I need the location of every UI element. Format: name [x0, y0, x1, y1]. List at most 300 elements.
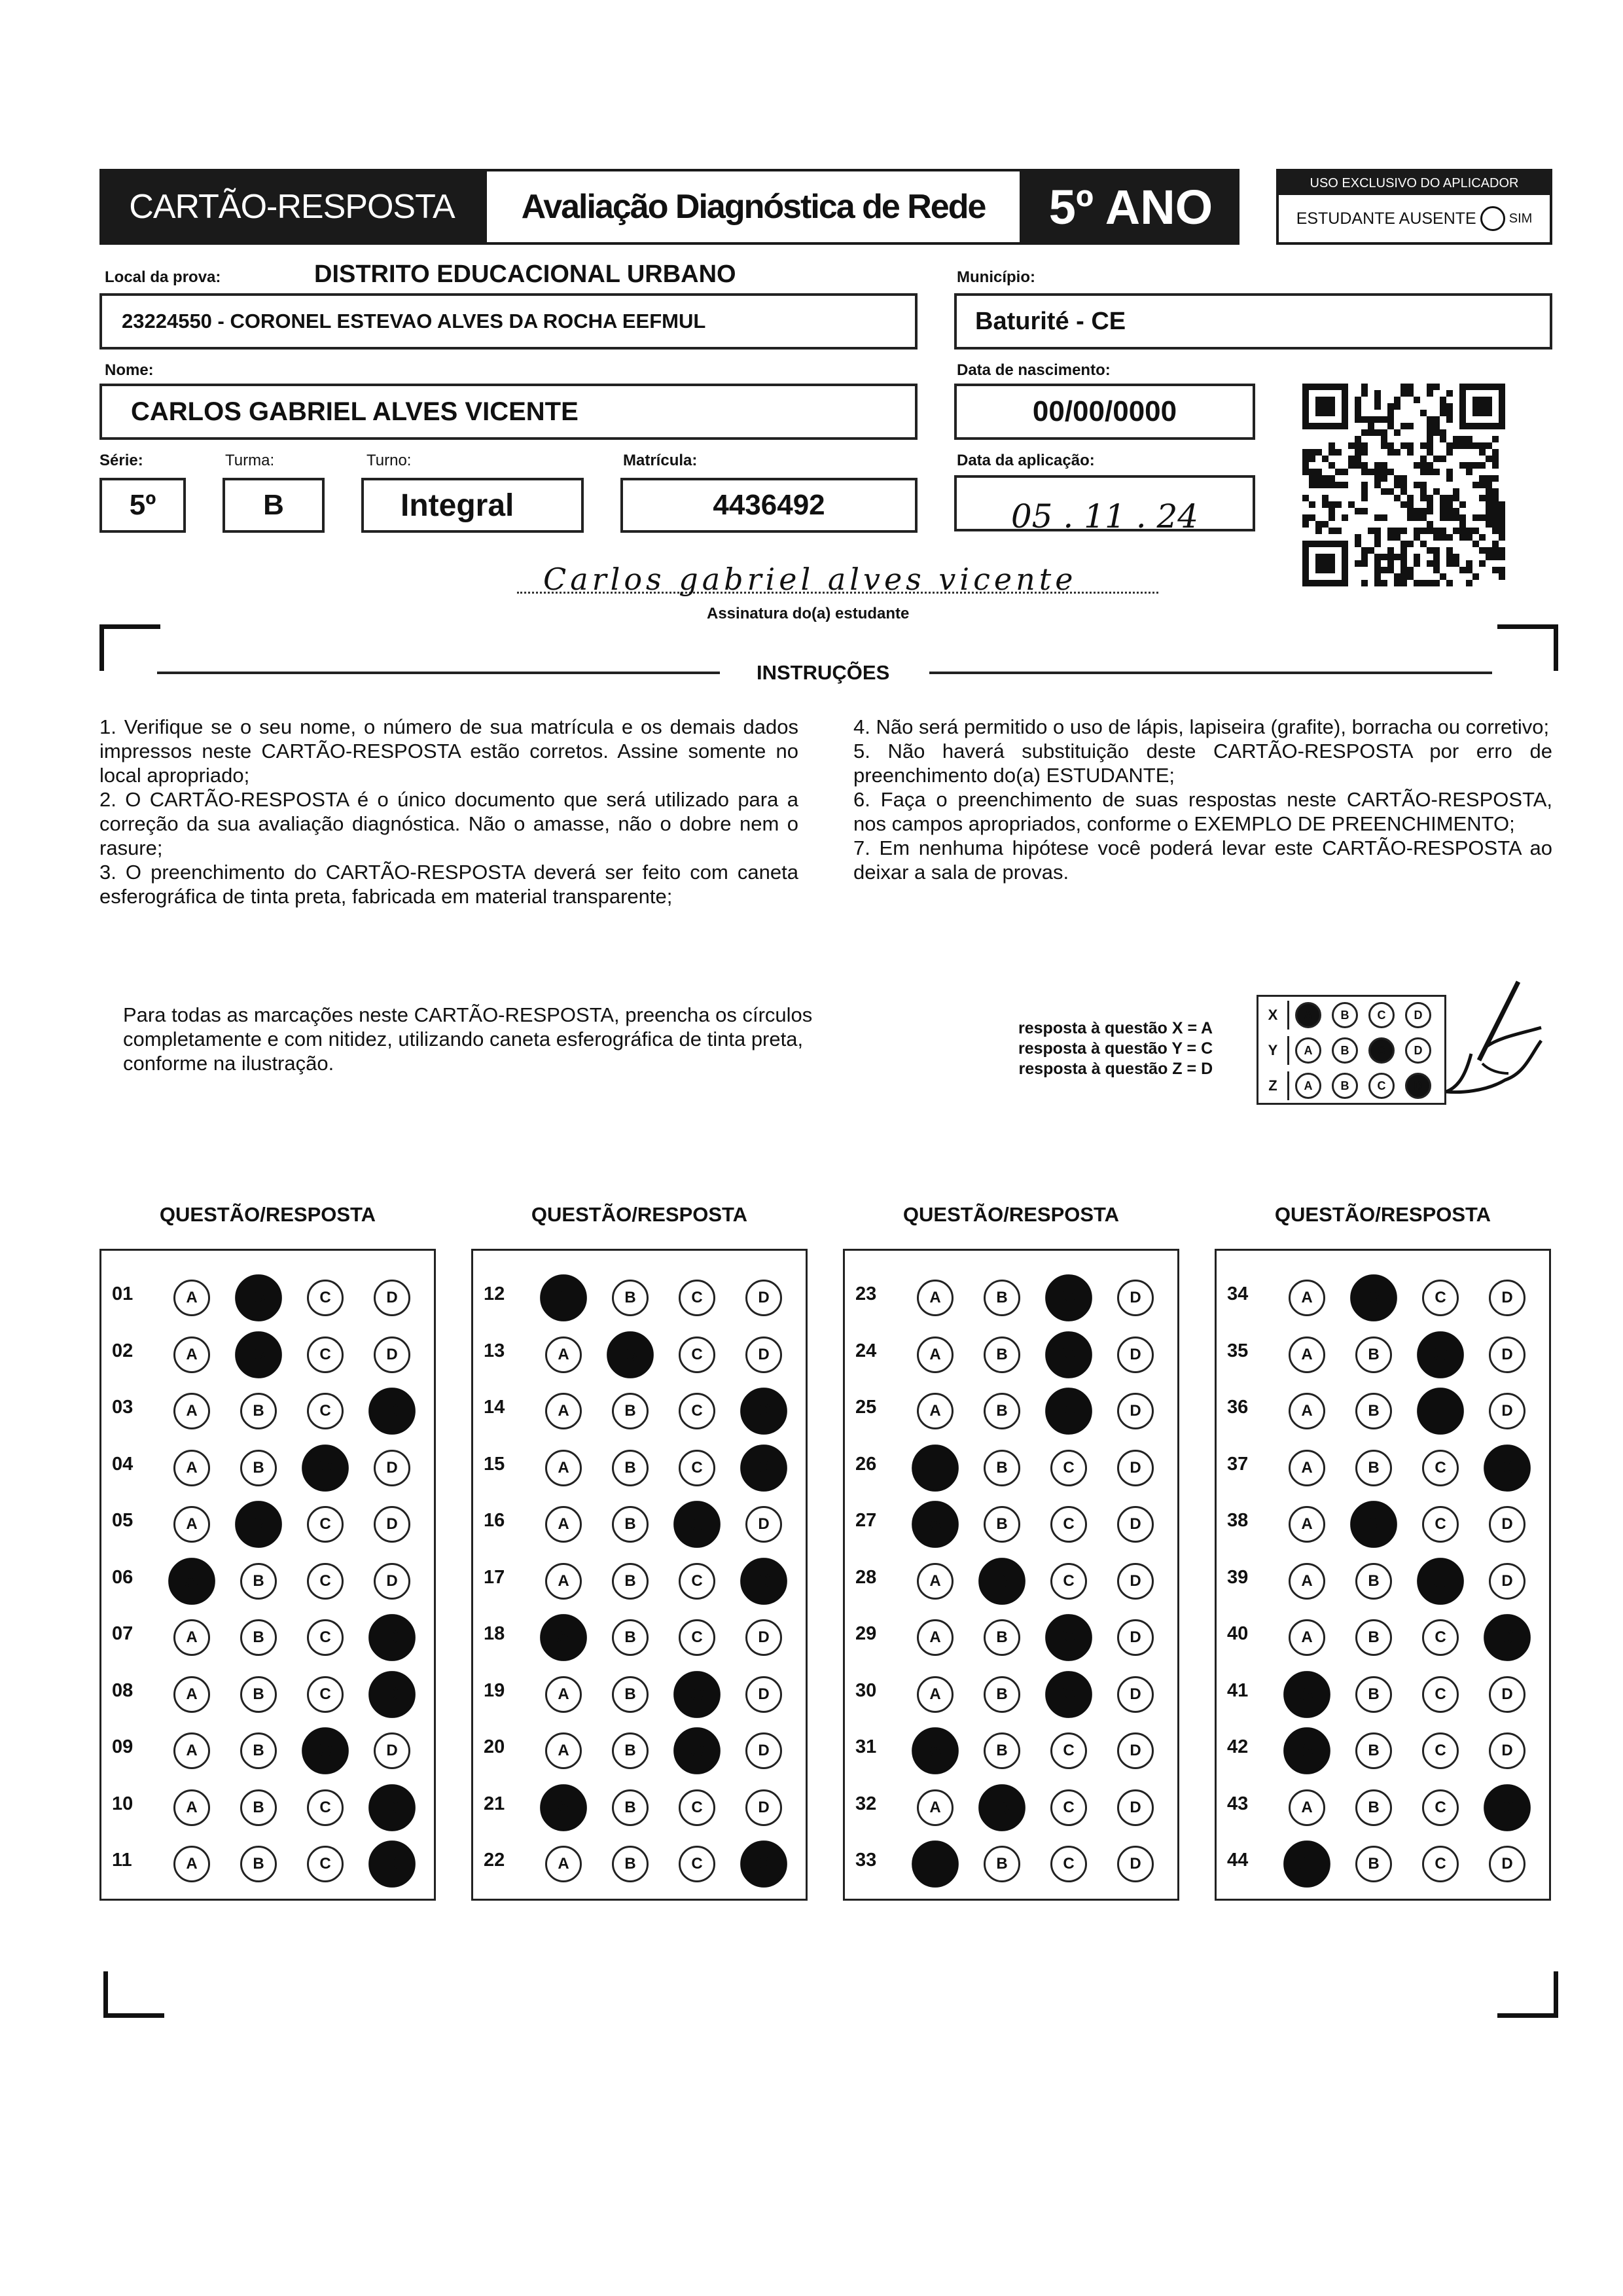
question-number: 17 — [484, 1566, 505, 1588]
bubble-26-b[interactable]: B — [984, 1450, 1020, 1486]
question-row-19 — [473, 1667, 806, 1714]
bubble-04-c[interactable]: C — [302, 1444, 349, 1492]
bubble-31-a[interactable]: A — [912, 1727, 959, 1774]
municipio-field — [954, 293, 1552, 350]
bubble-06-b[interactable]: B — [240, 1563, 277, 1600]
bubble-21-a[interactable]: A — [540, 1784, 587, 1831]
question-row-38 — [1217, 1497, 1549, 1544]
municipio-label: Município: — [957, 268, 1035, 286]
bubble-17-c[interactable]: C — [679, 1563, 715, 1600]
bubble-38-d[interactable]: D — [1489, 1506, 1525, 1543]
bubble-28-d[interactable]: D — [1117, 1563, 1154, 1600]
question-row-41 — [1217, 1667, 1549, 1714]
question-number: 05 — [112, 1510, 134, 1531]
question-row-07 — [101, 1610, 434, 1657]
applicator-box — [1276, 169, 1552, 245]
bubble-17-b[interactable]: B — [612, 1563, 649, 1600]
question-row-12 — [473, 1270, 806, 1318]
absent-checkbox[interactable] — [1480, 206, 1505, 231]
bubble-21-b[interactable]: B — [612, 1789, 649, 1826]
matricula-label: Matrícula: — [623, 452, 698, 469]
bubble-14-d[interactable]: D — [740, 1388, 787, 1435]
question-row-05 — [101, 1497, 434, 1544]
bubble-02-b[interactable]: B — [235, 1331, 282, 1378]
question-number: 06 — [112, 1566, 134, 1588]
bubble-14-a[interactable]: A — [545, 1393, 582, 1429]
bubble-15-a[interactable]: A — [545, 1450, 582, 1486]
question-number: 29 — [855, 1623, 877, 1644]
column-title-1: QUESTÃO/RESPOSTA — [159, 1203, 376, 1226]
bubble-09-a[interactable]: A — [173, 1732, 210, 1769]
bubble-37-d[interactable]: D — [1484, 1444, 1531, 1492]
bubble-20-a[interactable]: A — [545, 1732, 582, 1769]
bubble-38-c[interactable]: C — [1422, 1506, 1459, 1543]
bubble-41-a[interactable]: A — [1283, 1671, 1330, 1718]
question-number: 10 — [112, 1793, 134, 1814]
example-bubble-z-d: D — [1405, 1073, 1431, 1099]
bubble-12-b[interactable]: B — [612, 1280, 649, 1316]
bubble-30-d[interactable]: D — [1117, 1676, 1154, 1713]
bubble-36-d[interactable]: D — [1489, 1393, 1525, 1429]
nascimento-field — [954, 384, 1255, 440]
bubble-34-a[interactable]: A — [1289, 1280, 1325, 1316]
aplicacao-field — [954, 475, 1255, 531]
bubble-11-c[interactable]: C — [307, 1846, 344, 1882]
bubble-35-c[interactable]: C — [1417, 1331, 1464, 1378]
question-number: 12 — [484, 1283, 505, 1304]
qr-code-icon — [1302, 384, 1505, 586]
bubble-10-b[interactable]: B — [240, 1789, 277, 1826]
question-row-35 — [1217, 1327, 1549, 1374]
example-bubble-z-c: C — [1368, 1073, 1395, 1099]
bubble-19-c[interactable]: C — [673, 1671, 721, 1718]
bubble-34-b[interactable]: B — [1350, 1274, 1397, 1321]
bubble-08-c[interactable]: C — [307, 1676, 344, 1713]
bubble-27-d[interactable]: D — [1117, 1506, 1154, 1543]
absent-label: ESTUDANTE AUSENTE — [1296, 209, 1476, 228]
question-row-40 — [1217, 1610, 1549, 1657]
bubble-16-b[interactable]: B — [612, 1506, 649, 1543]
bubble-03-d[interactable]: D — [368, 1388, 416, 1435]
example-bubble-y-d: D — [1405, 1037, 1431, 1064]
example-legend — [1018, 1018, 1213, 1079]
bubble-04-a[interactable]: A — [173, 1450, 210, 1486]
bubble-20-c[interactable]: C — [673, 1727, 721, 1774]
nascimento-label: Data de nascimento: — [957, 361, 1111, 379]
bubble-01-d[interactable]: D — [374, 1280, 410, 1316]
example-bubble-z-a: A — [1295, 1073, 1321, 1099]
pen-hand-icon — [1420, 975, 1544, 1106]
bubble-07-d[interactable]: D — [368, 1614, 416, 1661]
bubble-29-a[interactable]: A — [917, 1619, 954, 1656]
bubble-10-a[interactable]: A — [173, 1789, 210, 1826]
bubble-28-a[interactable]: A — [917, 1563, 954, 1600]
local-value: DISTRITO EDUCACIONAL URBANO — [314, 260, 736, 288]
bubble-03-c[interactable]: C — [307, 1393, 344, 1429]
bubble-09-b[interactable]: B — [240, 1732, 277, 1769]
question-row-28 — [845, 1554, 1177, 1601]
bubble-24-d[interactable]: D — [1117, 1336, 1154, 1373]
bubble-41-c[interactable]: C — [1422, 1676, 1459, 1713]
bubble-37-a[interactable]: A — [1289, 1450, 1325, 1486]
question-number: 21 — [484, 1793, 505, 1814]
question-number: 08 — [112, 1679, 134, 1701]
question-row-44 — [1217, 1837, 1549, 1884]
corner-mark-top-right — [1497, 624, 1558, 671]
local-label: Local da prova: — [105, 268, 221, 286]
question-row-36 — [1217, 1384, 1549, 1431]
bubble-38-b[interactable]: B — [1350, 1501, 1397, 1548]
question-row-32 — [845, 1780, 1177, 1827]
absent-yes-label: SIM — [1508, 211, 1533, 226]
bubble-14-c[interactable]: C — [679, 1393, 715, 1429]
bubble-36-a[interactable]: A — [1289, 1393, 1325, 1429]
bubble-29-d[interactable]: D — [1117, 1619, 1154, 1656]
bubble-28-b[interactable]: B — [978, 1558, 1026, 1605]
bubble-06-c[interactable]: C — [307, 1563, 344, 1600]
bubble-15-b[interactable]: B — [612, 1450, 649, 1486]
question-number: 14 — [484, 1397, 505, 1418]
header-subtitle-box — [484, 169, 1022, 245]
bubble-44-d[interactable]: D — [1489, 1846, 1525, 1882]
bubble-40-d[interactable]: D — [1484, 1614, 1531, 1661]
question-number: 03 — [112, 1397, 134, 1418]
bubble-43-a[interactable]: A — [1289, 1789, 1325, 1826]
bubble-07-b[interactable]: B — [240, 1619, 277, 1656]
bubble-19-a[interactable]: A — [545, 1676, 582, 1713]
bubble-37-b[interactable]: B — [1355, 1450, 1392, 1486]
instruction-2: 2. O CARTÃO-RESPOSTA é o único documento que será utilizado para a correção da sua avaliação diagnóstica. Não o amasse, não o dobre nem o rasure; — [99, 788, 798, 859]
instruction-3: 3. O preenchimento do CARTÃO-RESPOSTA deverá ser feito com caneta esferográfica de tinta preta, fabricada em material transparente; — [99, 861, 798, 908]
question-number: 23 — [855, 1283, 877, 1304]
question-number: 18 — [484, 1623, 505, 1644]
bubble-30-b[interactable]: B — [984, 1676, 1020, 1713]
bubble-33-c[interactable]: C — [1050, 1846, 1087, 1882]
bubble-24-a[interactable]: A — [917, 1336, 954, 1373]
corner-mark-top-left — [99, 624, 160, 671]
bubble-05-b[interactable]: B — [235, 1501, 282, 1548]
bubble-43-b[interactable]: B — [1355, 1789, 1392, 1826]
signature-handwritten: Carlos gabriel alves vicente — [543, 562, 1077, 597]
answer-column-1 — [99, 1249, 436, 1901]
bubble-37-c[interactable]: C — [1422, 1450, 1459, 1486]
example-bubble-x-b: B — [1332, 1002, 1358, 1028]
example-legend-z: resposta à questão Z = D — [1018, 1060, 1213, 1078]
instructions-rule-right — [929, 672, 1492, 674]
bubble-40-b[interactable]: B — [1355, 1619, 1392, 1656]
school-field — [99, 293, 918, 350]
bubble-27-b[interactable]: B — [984, 1506, 1020, 1543]
turma-value: B — [263, 489, 284, 521]
bubble-12-d[interactable]: D — [745, 1280, 782, 1316]
question-row-18 — [473, 1610, 806, 1657]
bubble-10-c[interactable]: C — [307, 1789, 344, 1826]
instructions-left — [99, 715, 798, 908]
question-row-11 — [101, 1837, 434, 1884]
bubble-40-c[interactable]: C — [1422, 1619, 1459, 1656]
column-title-2: QUESTÃO/RESPOSTA — [531, 1203, 748, 1226]
question-row-06 — [101, 1554, 434, 1601]
bubble-03-a[interactable]: A — [173, 1393, 210, 1429]
nome-field — [99, 384, 918, 440]
bubble-21-c[interactable]: C — [679, 1789, 715, 1826]
bubble-02-d[interactable]: D — [374, 1336, 410, 1373]
question-row-37 — [1217, 1441, 1549, 1488]
bubble-02-a[interactable]: A — [173, 1336, 210, 1373]
bubble-33-a[interactable]: A — [912, 1840, 959, 1888]
question-row-21 — [473, 1780, 806, 1827]
question-row-14 — [473, 1384, 806, 1431]
bubble-35-d[interactable]: D — [1489, 1336, 1525, 1373]
bubble-24-c[interactable]: C — [1045, 1331, 1092, 1378]
question-number: 09 — [112, 1736, 134, 1757]
bubble-29-b[interactable]: B — [984, 1619, 1020, 1656]
example-bubble-x-d: D — [1405, 1002, 1431, 1028]
bubble-01-a[interactable]: A — [173, 1280, 210, 1316]
bubble-27-c[interactable]: C — [1050, 1506, 1087, 1543]
example-bubble-x-c: C — [1368, 1002, 1395, 1028]
bubble-01-b[interactable]: B — [235, 1274, 282, 1321]
bubble-33-d[interactable]: D — [1117, 1846, 1154, 1882]
municipio-value: Baturité - CE — [975, 307, 1126, 335]
bubble-41-d[interactable]: D — [1489, 1676, 1525, 1713]
bubble-19-b[interactable]: B — [612, 1676, 649, 1713]
bubble-40-a[interactable]: A — [1289, 1619, 1325, 1656]
bubble-22-b[interactable]: B — [612, 1846, 649, 1882]
question-row-13 — [473, 1327, 806, 1374]
question-row-23 — [845, 1270, 1177, 1318]
bubble-04-d[interactable]: D — [374, 1450, 410, 1486]
bubble-43-c[interactable]: C — [1422, 1789, 1459, 1826]
question-row-20 — [473, 1723, 806, 1770]
bubble-43-d[interactable]: D — [1484, 1784, 1531, 1831]
bubble-25-b[interactable]: B — [984, 1393, 1020, 1429]
bubble-35-b[interactable]: B — [1355, 1336, 1392, 1373]
bubble-12-a[interactable]: A — [540, 1274, 587, 1321]
aplicacao-handwritten: 05 . 11 . 24 — [1010, 497, 1199, 531]
bubble-44-c[interactable]: C — [1422, 1846, 1459, 1882]
bubble-05-a[interactable]: A — [173, 1506, 210, 1543]
question-number: 02 — [112, 1340, 134, 1361]
question-row-17 — [473, 1554, 806, 1601]
bubble-25-a[interactable]: A — [917, 1393, 954, 1429]
bubble-08-b[interactable]: B — [240, 1676, 277, 1713]
bubble-26-c[interactable]: C — [1050, 1450, 1087, 1486]
answer-column-4 — [1215, 1249, 1551, 1901]
aplicacao-label: Data da aplicação: — [957, 452, 1095, 469]
question-number: 36 — [1227, 1397, 1249, 1418]
question-number: 25 — [855, 1397, 877, 1418]
bubble-18-c[interactable]: C — [679, 1619, 715, 1656]
bubble-25-c[interactable]: C — [1045, 1388, 1092, 1435]
question-row-02 — [101, 1327, 434, 1374]
bubble-23-b[interactable]: B — [984, 1280, 1020, 1316]
bubble-33-b[interactable]: B — [984, 1846, 1020, 1882]
header-title: CARTÃO-RESPOSTA — [129, 188, 455, 226]
question-number: 34 — [1227, 1283, 1249, 1304]
bubble-26-a[interactable]: A — [912, 1444, 959, 1492]
bubble-42-d[interactable]: D — [1489, 1732, 1525, 1769]
turma-label: Turma: — [225, 452, 275, 469]
question-number: 41 — [1227, 1679, 1249, 1701]
question-row-16 — [473, 1497, 806, 1544]
question-number: 28 — [855, 1566, 877, 1588]
matricula-field — [620, 478, 918, 533]
bubble-39-b[interactable]: B — [1355, 1563, 1392, 1600]
bubble-32-c[interactable]: C — [1050, 1789, 1087, 1826]
bubble-28-c[interactable]: C — [1050, 1563, 1087, 1600]
bubble-26-d[interactable]: D — [1117, 1450, 1154, 1486]
example-text: Para todas as marcações neste CARTÃO-RESPOSTA, preencha os círculos completamente e com nitidez, utilizando caneta esferográfica de tinta preta, conforme na ilustração. — [123, 1003, 813, 1075]
bubble-17-d[interactable]: D — [740, 1558, 787, 1605]
question-number: 11 — [112, 1850, 132, 1871]
bubble-19-d[interactable]: D — [745, 1676, 782, 1713]
bubble-16-d[interactable]: D — [745, 1506, 782, 1543]
bubble-10-d[interactable]: D — [368, 1784, 416, 1831]
bubble-41-b[interactable]: B — [1355, 1676, 1392, 1713]
instructions-right — [853, 715, 1552, 884]
bubble-20-b[interactable]: B — [612, 1732, 649, 1769]
bubble-17-a[interactable]: A — [545, 1563, 582, 1600]
header-title-box — [99, 169, 484, 245]
bubble-24-b[interactable]: B — [984, 1336, 1020, 1373]
question-row-42 — [1217, 1723, 1549, 1770]
bubble-27-a[interactable]: A — [912, 1501, 959, 1548]
instruction-7: 7. Em nenhuma hipótese você poderá levar este CARTÃO-RESPOSTA ao deixar a sala de provas. — [853, 836, 1552, 884]
bubble-21-d[interactable]: D — [745, 1789, 782, 1826]
bubble-44-a[interactable]: A — [1283, 1840, 1330, 1888]
question-row-22 — [473, 1837, 806, 1884]
bubble-06-d[interactable]: D — [374, 1563, 410, 1600]
bubble-32-a[interactable]: A — [917, 1789, 954, 1826]
bubble-29-c[interactable]: C — [1045, 1614, 1092, 1661]
school-value: 23224550 - CORONEL ESTEVAO ALVES DA ROCHA EEFMUL — [122, 310, 706, 332]
bubble-04-b[interactable]: B — [240, 1450, 277, 1486]
bubble-07-a[interactable]: A — [173, 1619, 210, 1656]
bubble-34-c[interactable]: C — [1422, 1280, 1459, 1316]
bubble-11-d[interactable]: D — [368, 1840, 416, 1888]
bubble-31-b[interactable]: B — [984, 1732, 1020, 1769]
bubble-23-d[interactable]: D — [1117, 1280, 1154, 1316]
bubble-14-b[interactable]: B — [612, 1393, 649, 1429]
question-row-34 — [1217, 1270, 1549, 1318]
bubble-13-c[interactable]: C — [679, 1336, 715, 1373]
bubble-39-d[interactable]: D — [1489, 1563, 1525, 1600]
question-row-08 — [101, 1667, 434, 1714]
bubble-39-a[interactable]: A — [1289, 1563, 1325, 1600]
bubble-15-c[interactable]: C — [679, 1450, 715, 1486]
question-number: 04 — [112, 1453, 134, 1475]
bubble-44-b[interactable]: B — [1355, 1846, 1392, 1882]
bubble-23-c[interactable]: C — [1045, 1274, 1092, 1321]
bubble-13-d[interactable]: D — [745, 1336, 782, 1373]
bubble-36-c[interactable]: C — [1417, 1388, 1464, 1435]
bubble-42-c[interactable]: C — [1422, 1732, 1459, 1769]
question-number: 13 — [484, 1340, 505, 1361]
corner-mark-bottom-left — [103, 1971, 164, 2018]
bubble-05-c[interactable]: C — [307, 1506, 344, 1543]
bubble-34-d[interactable]: D — [1489, 1280, 1525, 1316]
question-number: 26 — [855, 1453, 877, 1475]
bubble-02-c[interactable]: C — [307, 1336, 344, 1373]
bubble-20-d[interactable]: D — [745, 1732, 782, 1769]
corner-mark-bottom-right — [1497, 1971, 1558, 2018]
bubble-11-a[interactable]: A — [173, 1846, 210, 1882]
bubble-03-b[interactable]: B — [240, 1393, 277, 1429]
bubble-30-a[interactable]: A — [917, 1676, 954, 1713]
question-row-27 — [845, 1497, 1177, 1544]
example-legend-y: resposta à questão Y = C — [1018, 1039, 1213, 1058]
bubble-13-b[interactable]: B — [607, 1331, 654, 1378]
nome-label: Nome: — [105, 361, 154, 379]
bubble-31-c[interactable]: C — [1050, 1732, 1087, 1769]
bubble-18-d[interactable]: D — [745, 1619, 782, 1656]
bubble-13-a[interactable]: A — [545, 1336, 582, 1373]
bubble-36-b[interactable]: B — [1355, 1393, 1392, 1429]
answer-column-3 — [843, 1249, 1179, 1901]
bubble-16-c[interactable]: C — [673, 1501, 721, 1548]
serie-value: 5º — [129, 489, 156, 521]
bubble-07-c[interactable]: C — [307, 1619, 344, 1656]
question-row-24 — [845, 1327, 1177, 1374]
bubble-30-c[interactable]: C — [1045, 1671, 1092, 1718]
bubble-42-a[interactable]: A — [1283, 1727, 1330, 1774]
bubble-22-d[interactable]: D — [740, 1840, 787, 1888]
question-number: 43 — [1227, 1793, 1249, 1814]
bubble-05-d[interactable]: D — [374, 1506, 410, 1543]
bubble-42-b[interactable]: B — [1355, 1732, 1392, 1769]
question-number: 15 — [484, 1453, 505, 1475]
question-row-30 — [845, 1667, 1177, 1714]
nome-value: CARLOS GABRIEL ALVES VICENTE — [131, 397, 579, 426]
bubble-23-a[interactable]: A — [917, 1280, 954, 1316]
question-number: 07 — [112, 1623, 134, 1644]
question-number: 27 — [855, 1510, 877, 1531]
bubble-31-d[interactable]: D — [1117, 1732, 1154, 1769]
question-number: 37 — [1227, 1453, 1249, 1475]
bubble-32-d[interactable]: D — [1117, 1789, 1154, 1826]
instruction-1: 1. Verifique se o seu nome, o número de sua matrícula e os demais dados impressos neste CARTÃO-RESPOSTA estão corretos. Assine somente no local apropriado; — [99, 715, 798, 787]
question-number: 32 — [855, 1793, 877, 1814]
bubble-32-b[interactable]: B — [978, 1784, 1026, 1831]
bubble-22-c[interactable]: C — [679, 1846, 715, 1882]
bubble-25-d[interactable]: D — [1117, 1393, 1154, 1429]
bubble-18-a[interactable]: A — [540, 1614, 587, 1661]
example-bubble-z-b: B — [1332, 1073, 1358, 1099]
instruction-4: 4. Não será permitido o uso de lápis, lapiseira (grafite), borracha ou corretivo; — [853, 715, 1550, 738]
question-row-09 — [101, 1723, 434, 1770]
bubble-01-c[interactable]: C — [307, 1280, 344, 1316]
question-row-43 — [1217, 1780, 1549, 1827]
question-number: 33 — [855, 1850, 877, 1871]
bubble-18-b[interactable]: B — [612, 1619, 649, 1656]
bubble-08-a[interactable]: A — [173, 1676, 210, 1713]
bubble-35-a[interactable]: A — [1289, 1336, 1325, 1373]
bubble-22-a[interactable]: A — [545, 1846, 582, 1882]
bubble-39-c[interactable]: C — [1417, 1558, 1464, 1605]
bubble-15-d[interactable]: D — [740, 1444, 787, 1492]
bubble-09-c[interactable]: C — [302, 1727, 349, 1774]
question-row-04 — [101, 1441, 434, 1488]
bubble-38-a[interactable]: A — [1289, 1506, 1325, 1543]
example-row-label: X — [1258, 1001, 1289, 1030]
bubble-08-d[interactable]: D — [368, 1671, 416, 1718]
bubble-11-b[interactable]: B — [240, 1846, 277, 1882]
bubble-06-a[interactable]: A — [168, 1558, 215, 1605]
bubble-09-d[interactable]: D — [374, 1732, 410, 1769]
bubble-16-a[interactable]: A — [545, 1506, 582, 1543]
bubble-12-c[interactable]: C — [679, 1280, 715, 1316]
